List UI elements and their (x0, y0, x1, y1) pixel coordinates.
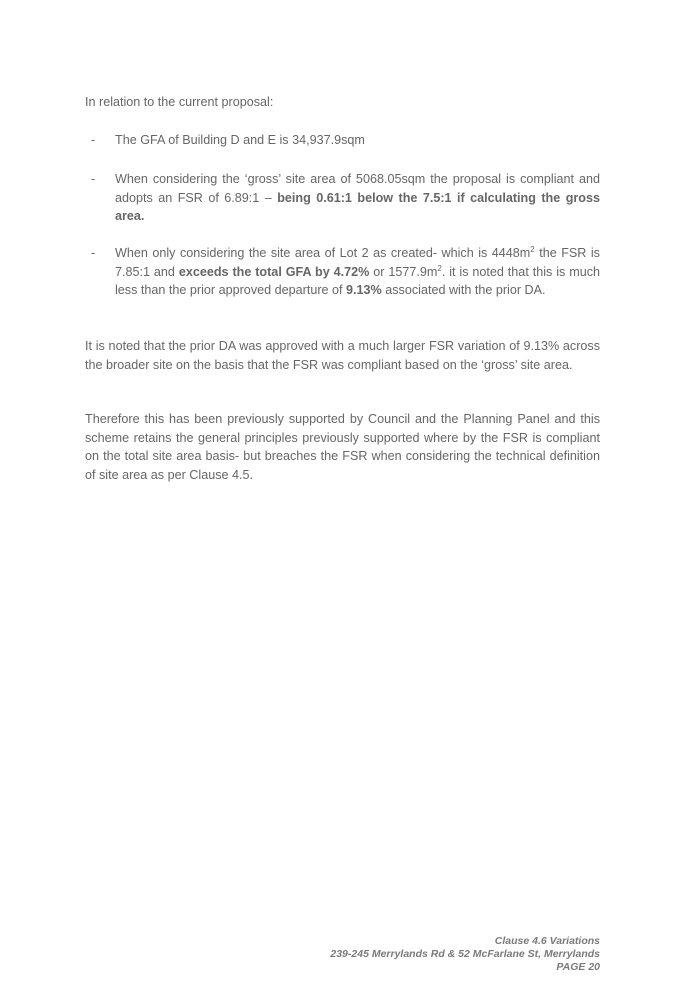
footer-address: 239-245 Merrylands Rd & 52 McFarlane St, Merrylands (330, 948, 600, 960)
bold-text-run: being 0.61:1 below the 7.5:1 if calculating the gross area. (115, 190, 600, 224)
bullet-dash: - (91, 133, 96, 147)
text-run: When considering the ‘gross’ site area of 5068.05sqm the proposal is compliant and adopts an FSR of 6.89:1 – (115, 172, 600, 205)
bold-text-run: exceeds the total GFA by 4.72% (178, 264, 370, 279)
superscript: 2 (530, 244, 535, 254)
footer-title: Clause 4.6 Variations (494, 935, 600, 947)
text-run: When only considering the site area of Lot 2 as created- which is 4448m (115, 246, 531, 260)
intro-paragraph: In relation to the current proposal: (85, 95, 274, 109)
bold-text-run: 9.13% (346, 283, 382, 298)
bullet-dash: - (91, 172, 96, 186)
list-item (85, 170, 600, 226)
text-run: associated with the prior DA. (381, 283, 546, 298)
text-run: . it is noted that this is much less than the prior approved departure of (115, 264, 600, 298)
body-paragraph: It is noted that the prior DA was approved with a much larger FSR variation of 9.13% across the broader site on the basis that the FSR was compliant based on the ‘gross’ site area. (85, 339, 600, 372)
list-item (85, 131, 600, 151)
bullet-dash: - (91, 246, 96, 260)
list-item-text (115, 170, 600, 226)
list-item-text (115, 244, 600, 300)
body-paragraph: Therefore this has been previously supported by Council and the Planning Panel and this scheme retains the general principles previously supported where by the FSR is compliant on the total site area basis- but breaches the FSR when considering the technical definition of site area as per Clause 4.5. (85, 412, 600, 482)
page-number: PAGE 20 (556, 961, 600, 973)
list-item (85, 244, 600, 319)
text-run: or 1577.9m (369, 264, 438, 279)
text-run: the FSR is 7.85:1 and (115, 246, 600, 279)
list-item-text: The GFA of Building D and E is 34,937.9sqm (115, 133, 365, 147)
page-footer (200, 935, 600, 974)
superscript: 2 (437, 263, 442, 273)
